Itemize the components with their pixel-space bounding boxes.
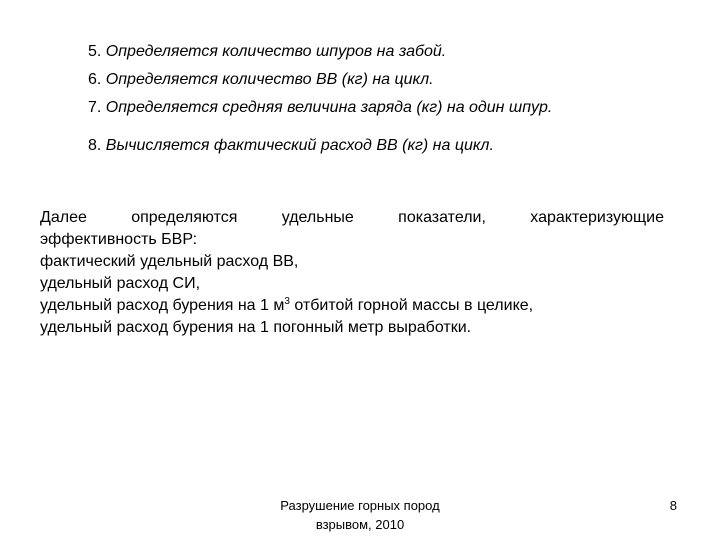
step-number: 8. (88, 137, 106, 154)
step-text: Определяется средняя величина заряда (кг) на один шпур. (105, 99, 553, 116)
line-text: удельный расход бурения на 1 м (40, 297, 285, 314)
step-text: Определяется количество шпуров на забой. (105, 43, 447, 60)
word: определяются (131, 209, 238, 226)
line-text: отбитой горной массы в целике, (289, 297, 534, 314)
word: характеризующие (530, 209, 664, 226)
superscript: 3 (284, 296, 290, 307)
step-item-8 (88, 136, 494, 156)
word: Далее (40, 209, 87, 226)
step-text: Вычисляется фактический расход ВВ (кг) на цикл. (105, 137, 494, 154)
paragraph-first-line (40, 207, 664, 229)
word: удельные (281, 209, 354, 226)
step-item-6 (88, 70, 434, 90)
paragraph-line: эффективность БВР: (40, 231, 198, 248)
step-number: 5. (88, 43, 106, 60)
step-text: Определяется количество ВВ (кг) на цикл. (105, 71, 434, 88)
paragraph-line: удельный расход бурения на 1 погонный метр выработки. (40, 319, 472, 336)
step-item-7 (88, 98, 552, 118)
page-number: 8 (669, 498, 677, 513)
footer-line: взрывом, 2010 (315, 517, 405, 532)
paragraph-line-cubic-meter (40, 295, 664, 317)
word: показатели, (398, 209, 486, 226)
paragraph-line: удельный расход СИ, (40, 275, 201, 292)
step-number: 6. (88, 71, 106, 88)
footer-title (250, 496, 470, 534)
step-item-5 (88, 42, 446, 62)
paragraph-line: фактический удельный расход ВВ, (40, 253, 299, 270)
indicators-paragraph (40, 207, 664, 339)
step-number: 7. (88, 99, 106, 116)
footer-line: Разрушение горных пород (280, 498, 440, 513)
